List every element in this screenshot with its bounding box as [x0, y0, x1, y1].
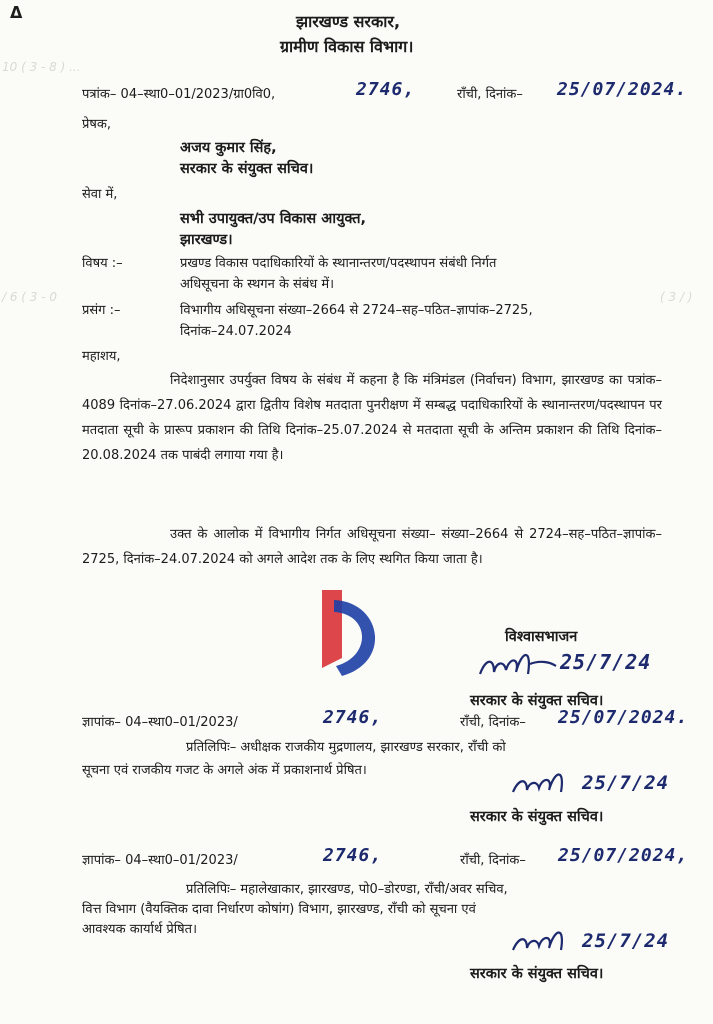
header-line-2: ग्रामीण विकास विभाग।: [280, 37, 414, 56]
memo1-number: 2746,: [323, 707, 383, 728]
recipient-line-2: झारखण्ड।: [180, 232, 233, 248]
letter-date: 25/07/2024.: [557, 79, 688, 100]
memo1-copy-line-2: सूचना एवं राजकीय गजट के अगले अंक में प्रकाशनार्थ प्रेषित।: [82, 763, 367, 778]
watermark-logo-icon: [312, 588, 392, 680]
memo2-number: 2746,: [323, 845, 383, 866]
sender-designation: सरकार के संयुक्त सचिव।: [180, 161, 314, 177]
sender-name: अजय कुमार सिंह,: [180, 140, 277, 156]
memo2-copy-line-2: वित्त विभाग (वैयक्तिक दावा निर्धारण कोषांग) विभाग, झारखण्ड, राँची को सूचना एवं: [82, 902, 476, 917]
memo2-place-date-label: राँची, दिनांक–: [460, 853, 526, 868]
reference-line-2: दिनांक–24.07.2024: [180, 324, 292, 339]
memo1-date: 25/07/2024.: [558, 707, 689, 728]
salutation: महाशय,: [82, 349, 121, 364]
recipient-line-1: सभी उपायुक्त/उप विकास आयुक्त,: [180, 211, 367, 227]
subject-line-1: प्रखण्ड विकास पदाधिकारियों के स्थानान्तरण/पदस्थापन संबंधी निर्गत: [180, 256, 497, 271]
sign-off: विश्वासभाजन: [505, 629, 578, 645]
memo2-reference: ज्ञापांक– 04–स्था0–01/2023/: [82, 853, 238, 868]
memo2-designation: सरकार के संयुक्त सचिव।: [470, 966, 604, 982]
subject-label: विषय :–: [82, 256, 123, 271]
recipient-label: सेवा में,: [82, 187, 118, 202]
body-paragraph-2: उक्त के आलोक में विभागीय निर्गत अधिसूचना संख्या– संख्या–2664 से 2724–सह–पठित–ज्ञापांक–2725, दिनांक–24.07.2024 को अगले आदेश तक के लिए स्थगित किया जाता है।: [82, 527, 662, 567]
memo1-signature-date: 25/7/24: [582, 772, 670, 794]
letter-place-date-label: राँची, दिनांक–: [457, 87, 523, 102]
memo1-designation: सरकार के संयुक्त सचिव।: [470, 809, 604, 825]
letter-reference: पत्रांक– 04–स्था0–01/2023/ग्रा0वि0,: [82, 87, 276, 102]
corner-mark-icon: ᐃ: [10, 3, 23, 22]
reference-line-1: विभागीय अधिसूचना संख्या–2664 से 2724–सह–पठित–ज्ञापांक–2725,: [180, 303, 533, 318]
memo1-reference: ज्ञापांक– 04–स्था0–01/2023/: [82, 715, 238, 730]
memo2-date: 25/07/2024,: [558, 845, 689, 866]
sender-label: प्रेषक,: [82, 117, 112, 132]
body-paragraph-1: निदेशानुसार उपर्युक्त विषय के संबंध में कहना है कि मंत्रिमंडल (निर्वाचन) विभाग, झारखण्ड का पत्रांक–4089 दिनांक–27.06.2024 द्वारा द्वितीय विशेष मतदाता पुनरीक्षण में सम्बद्ध पदाधिकारियों के स्थानान्तरण/पदस्थापन पर मतदाता सूची के प्रारूप प्रकाशन की तिथि दिनांक–25.07.2024 से मतदाता सूची के अन्तिम प्रकाशन की तिथि दिनांक–20.08.2024 तक पाबंदी लगाया गया है।: [82, 373, 662, 463]
reference-label: प्रसंग :–: [82, 303, 121, 318]
header-line-1: झारखण्ड सरकार,: [296, 12, 401, 31]
memo2-copy-line-3: आवश्यक कार्यार्थ प्रेषित।: [82, 922, 198, 937]
memo2-signature-date: 25/7/24: [582, 930, 670, 952]
memo1-place-date-label: राँची, दिनांक–: [460, 715, 526, 730]
closing-designation: सरकार के संयुक्त सचिव।: [470, 693, 604, 709]
memo1-copy-line-1: प्रतिलिपिः– अधीक्षक राजकीय मुद्रणालय, झारखण्ड सरकार, राँची को: [186, 740, 506, 755]
subject-line-2: अधिसूचना के स्थगन के संबंध में।: [180, 277, 335, 292]
closing-signature-date: 25/7/24: [560, 650, 652, 674]
memo2-copy-line-1: प्रतिलिपिः– महालेखाकार, झारखण्ड, पो0–डोरण्डा, राँची/अवर सचिव,: [186, 882, 508, 897]
letter-number: 2746,: [356, 79, 416, 100]
